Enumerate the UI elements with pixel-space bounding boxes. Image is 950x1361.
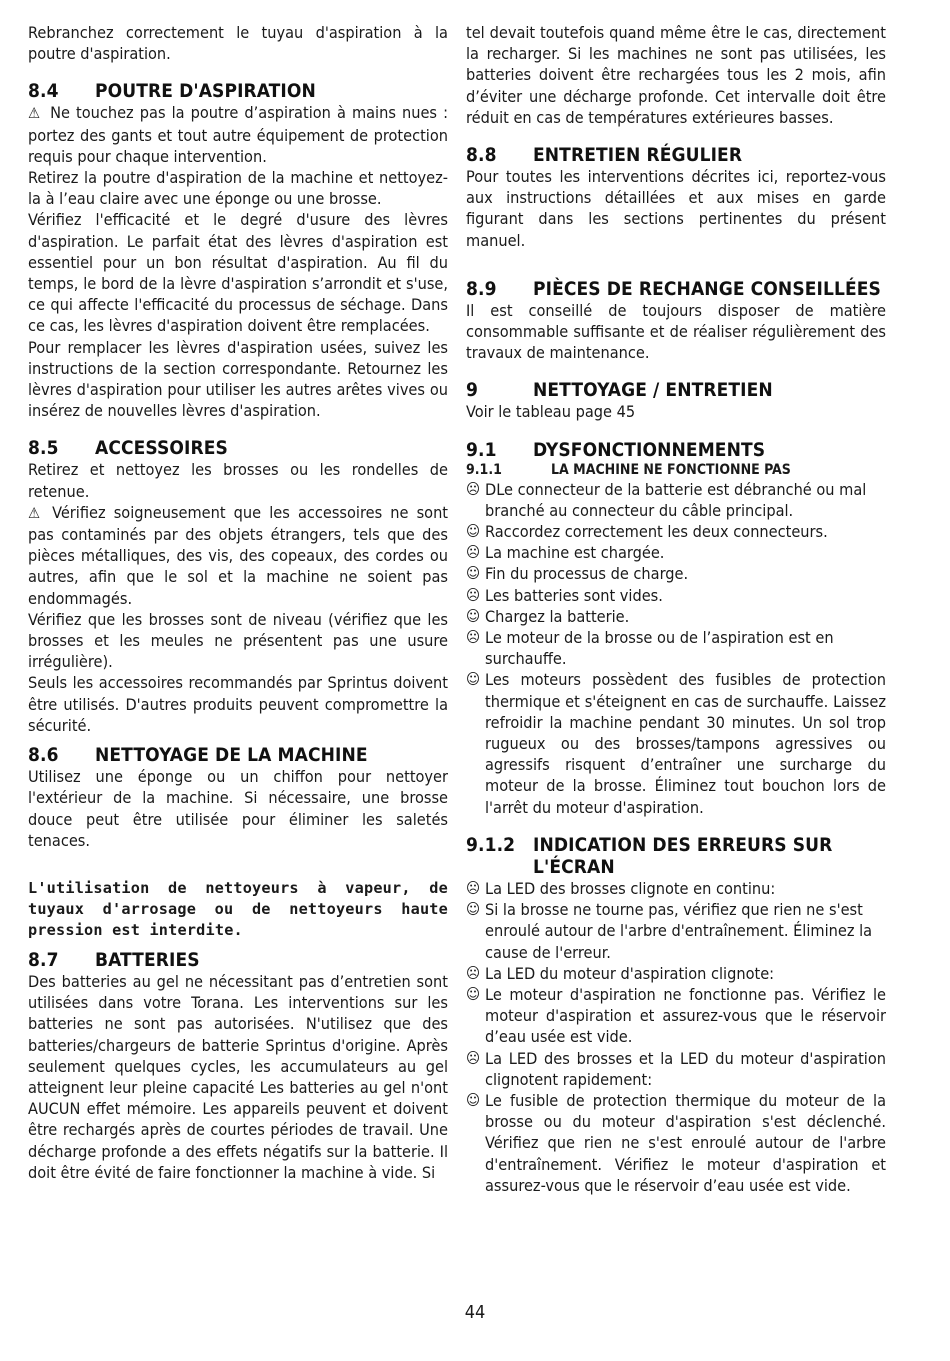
warning-paragraph: ⚠ Ne touchez pas la poutre d’aspiration à mains nues : portez des gants et tout autre équipement de protection requis pour chaque intervention. xyxy=(28,103,448,166)
section-number: 8.9 xyxy=(466,277,497,300)
warning-paragraph: ⚠ Vérifiez soigneusement que les accessoires ne sont pas contaminés par des objets étrangers, tels que des pièces métalliques, des vis, des copeaux, des cordes ou autres, afin que le sol et la machine ne soient pas endommagés. xyxy=(28,502,449,608)
list-item: ☺ Les moteurs possèdent des fusibles de protection thermique et s'éteignent en cas de surchauffe. Laissez refroidir la machine pendant 30 minutes. Un sol trop rugueux ou des brosses/tampons agressives ou agressifs risquent d’entraîner une surcharge du moteur de la brosse. Éliminez tout bouchon lors de l'arrêt du moteur d'aspiration. xyxy=(466,670,886,817)
section-title: PIÈCES DE RECHANGE CONSEILLÉES xyxy=(533,277,881,300)
right-column xyxy=(466,22,886,1196)
section-number: 8.4 xyxy=(28,80,59,103)
paragraph: Pour remplacer les lèvres d'aspiration usées, suivez les instructions de la section correspondante. Retournez les lèvres d'aspiration pour utiliser les autres arêtes vives ou insérez de nouvelles lèvres d'aspiration. xyxy=(28,337,448,421)
smiley-face-icon: ☺ xyxy=(466,1090,481,1109)
list-item: ☹ La LED des brosses et la LED du moteur d'aspiration clignotent rapidement: xyxy=(466,1048,886,1089)
list-item: ☹ La LED des brosses clignote en continu: xyxy=(466,878,776,898)
paragraph: Seuls les accessoires recommandés par Sprintus doivent être utilisés. D'autres produits peuvent compromettre la sécurité. xyxy=(28,673,448,735)
subsection-number: 9.1.1 xyxy=(466,461,502,478)
section-title: BATTERIES xyxy=(95,948,200,971)
smiley-face-icon: ☺ xyxy=(466,606,481,625)
list-item: ☺ Le fusible de protection thermique du moteur de la brosse ou du moteur d'aspiration s'est déclenché. Vérifiez que rien ne s'est enroulé autour de l'arbre d'entraînement. Vérifiez le moteur d'aspiration et assurez-vous que le réservoir d’eau usée est vide. xyxy=(466,1090,886,1195)
warning-icon: ⚠ xyxy=(28,104,41,123)
section-title: ENTRETIEN RÉGULIER xyxy=(533,144,743,167)
section-heading-8-9 xyxy=(466,278,886,300)
warning-icon: ⚠ xyxy=(28,503,41,522)
list-item: ☹ DLe connecteur de la batterie est débranché ou mal branché au connecteur du câble principal. xyxy=(466,479,867,520)
paragraph: Utilisez une éponge ou un chiffon pour nettoyer l'extérieur de la machine. Si nécessaire, une brosse douce peut être utilisée pour éliminer les saletés tenaces. xyxy=(28,767,448,850)
sad-face-icon: ☹ xyxy=(466,479,481,498)
list-item: ☹ Le moteur de la brosse ou de l’aspiration est en surchauffe. xyxy=(466,628,834,669)
section-title: POUTRE D'ASPIRATION xyxy=(95,80,316,103)
list-item: ☺ Raccordez correctement les deux connecteurs. xyxy=(466,522,828,542)
sad-face-icon: ☹ xyxy=(466,543,481,562)
smiley-face-icon: ☺ xyxy=(466,670,481,689)
paragraph: Voir le tableau page 45 xyxy=(466,402,636,422)
section-heading-8-4 xyxy=(28,80,448,102)
section-number: 9.1.2 xyxy=(466,833,516,856)
bold-prohibition-note: L'utilisation de nettoyeurs à vapeur, de tuyaux d'arrosage ou de nettoyeurs haute pression est interdite. xyxy=(28,878,448,939)
section-heading-9-1 xyxy=(466,439,886,461)
paragraph: Vérifiez l'efficacité et le degré d'usure des lèvres d'aspiration. Le parfait état des lèvres d'aspiration est essentiel pour un bon résultat d'aspiration. Au fil du temps, le bord de la lèvre d'aspiration s’arrondit et s'use, ce qui affecte l'efficacité du processus de séchage. Dans ce cas, les lèvres d'aspiration doivent être remplacées. xyxy=(28,210,448,336)
section-title: NETTOYAGE / ENTRETIEN xyxy=(533,379,773,402)
sad-face-icon: ☹ xyxy=(466,1048,481,1067)
section-number: 8.5 xyxy=(28,437,59,460)
section-number: 9.1 xyxy=(466,438,497,461)
paragraph: Vérifiez que les brosses sont de niveau (vérifiez que les brosses et les meules ne présentent pas une usure irrégulière). xyxy=(28,609,448,672)
list-item: ☹ La LED du moteur d'aspiration clignote: xyxy=(466,963,775,983)
section-heading-8-5 xyxy=(28,437,448,459)
smiley-face-icon: ☺ xyxy=(466,564,481,583)
sad-face-icon: ☹ xyxy=(466,963,481,982)
section-title: INDICATION DES ERREURS SUR L'ÉCRAN xyxy=(533,833,833,878)
section-number: 8.7 xyxy=(28,948,59,971)
paragraph: Pour toutes les interventions décrites ici, reportez-vous aux instructions détaillées et aux mises en garde figurant dans les sections pertinentes du présent manuel. xyxy=(466,167,886,250)
sad-face-icon: ☹ xyxy=(466,878,481,897)
continued-paragraph: tel devait toutefois quand même être le cas, directement la recharger. Si les machines ne sont pas utilisées, les batteries doivent être rechargées tous les 2 mois, afin d’éviter une décharge profonde. Cet intervalle doit être réduit en cas de températures extérieures basses. xyxy=(466,23,886,127)
page-number: 44 xyxy=(464,1302,486,1323)
smiley-face-icon: ☺ xyxy=(466,900,481,919)
intro-paragraph: Rebranchez correctement le tuyau d'aspiration à la poutre d'aspiration. xyxy=(28,23,448,64)
section-title: DYSFONCTIONNEMENTS xyxy=(533,438,766,461)
section-number: 8.6 xyxy=(28,744,59,767)
section-number: 8.8 xyxy=(466,144,497,167)
paragraph: Retirez et nettoyez les brosses ou les rondelles de retenue. xyxy=(28,460,448,501)
section-heading-8-7 xyxy=(28,949,448,971)
error-indication-list xyxy=(466,878,886,1196)
section-title: NETTOYAGE DE LA MACHINE xyxy=(95,744,368,767)
list-item: ☺ Le moteur d'aspiration ne fonctionne pas. Vérifiez le moteur d'aspiration et assurez-vous que le réservoir d’eau usée est vide. xyxy=(466,984,886,1047)
smiley-face-icon: ☺ xyxy=(466,522,481,541)
subsection-heading-9-1-1 xyxy=(466,461,886,479)
section-heading-8-6 xyxy=(28,744,448,766)
sad-face-icon: ☹ xyxy=(466,585,481,604)
smiley-face-icon: ☺ xyxy=(466,984,481,1003)
left-column xyxy=(28,22,448,1183)
malfunction-list xyxy=(466,479,886,818)
section-title: ACCESSOIRES xyxy=(95,437,228,460)
list-item: ☺ Fin du processus de charge. xyxy=(466,564,689,584)
section-heading-9 xyxy=(466,379,886,401)
section-heading-9-1-2 xyxy=(466,834,886,878)
list-item: ☺ Chargez la batterie. xyxy=(466,606,630,626)
paragraph: Des batteries au gel ne nécessitant pas d’entretien sont utilisées dans votre Torana. Les interventions sur les batteries ne sont pas autorisées. N'utilisez que des batteries/chargeurs de batterie Sprintus d'origine. Après seulement quelques cycles, les accumulateurs au gel atteignent leur pleine capacité Les batteries au gel n'ont AUCUN effet mémoire. Les appareils peuvent et doivent être rechargés après de courtes périodes de travail. Une décharge profonde a des effets négatifs sur la batterie. Il doit être évité de faire fonctionner la machine à vide. Si xyxy=(28,971,448,1182)
sad-face-icon: ☹ xyxy=(466,628,481,647)
paragraph: Il est conseillé de toujours disposer de matière consommable suffisante et de réaliser régulièrement des travaux de maintenance. xyxy=(466,300,886,363)
list-item: ☺ Si la brosse ne tourne pas, vérifiez que rien ne s'est enroulé autour de l'arbre d'entraînement. Éliminez la cause de l'erreur. xyxy=(466,900,873,962)
section-heading-8-8 xyxy=(466,144,886,166)
subsection-title: LA MACHINE NE FONCTIONNE PAS xyxy=(551,461,791,478)
section-number: 9 xyxy=(466,379,478,402)
list-item: ☹ La machine est chargée. xyxy=(466,543,665,563)
list-item: ☹ Les batteries sont vides. xyxy=(466,585,663,605)
paragraph: Retirez la poutre d'aspiration de la machine et nettoyez-la à l’eau claire avec une éponge ou une brosse. xyxy=(28,168,448,209)
